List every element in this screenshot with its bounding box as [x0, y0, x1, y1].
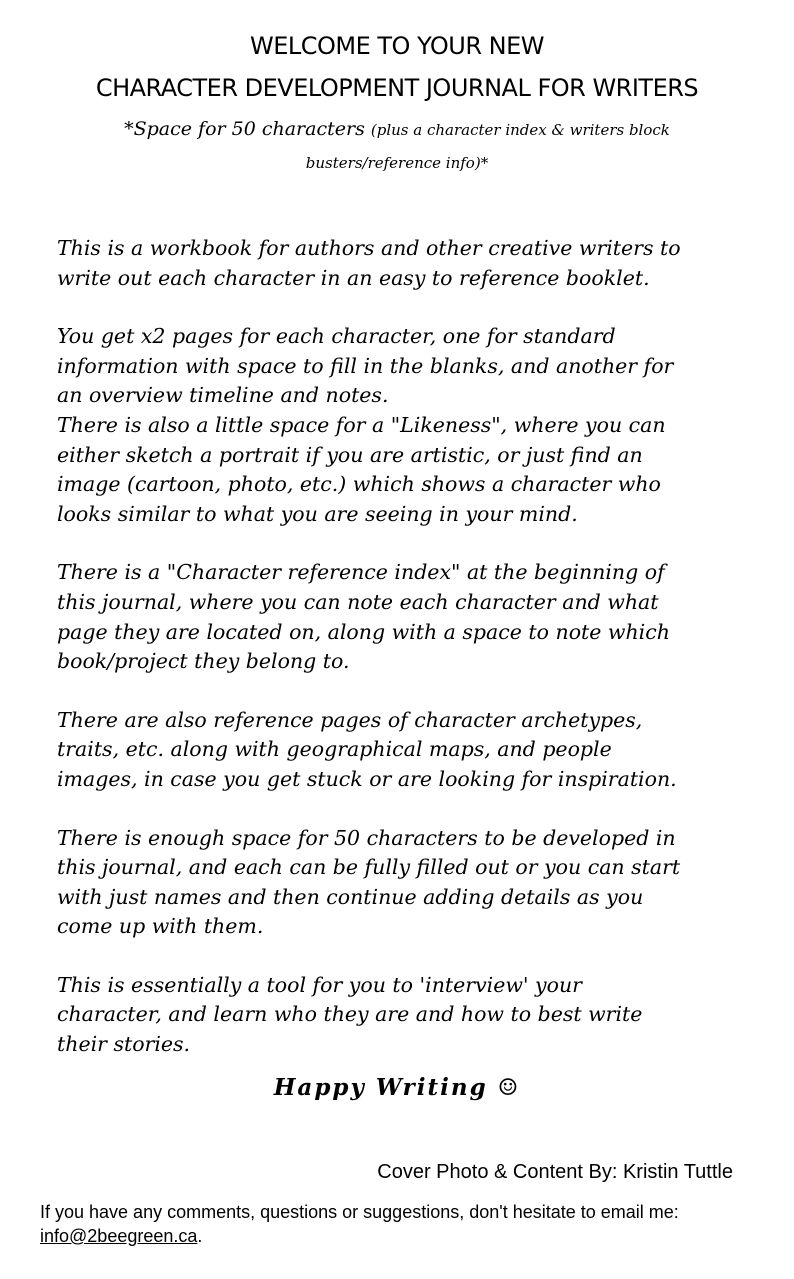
- paragraph-likeness: There is also a little space for a "Likeness", where you can either sketch a portrait if you are artistic, or just find an image (cartoon, photo, etc.) which shows a character who looks similar to what you are seeing in your mind.: [57, 412, 666, 526]
- subtitle-line-2: busters/reference info)*: [305, 154, 489, 172]
- closing-greeting: Happy Writing ☺: [273, 1074, 521, 1101]
- body-text: [57, 234, 757, 1089]
- paragraph-reference: There are also reference pages of character archetypes, traits, etc. along with geographical maps, and people images, in case you get stuck or are looking for inspiration.: [57, 707, 677, 791]
- footer-contact: [40, 1200, 780, 1248]
- paragraph-index: There is a "Character reference index" at the beginning of this journal, where you can note each character and what page they are located on, along with a space to note which book/project they belong to.: [57, 560, 670, 674]
- subtitle-line-1: [0, 111, 794, 148]
- page-title-line-2: CHARACTER DEVELOPMENT JOURNAL FOR WRITERS: [95, 74, 699, 102]
- subtitle-small: (plus a character index & writers block: [370, 121, 670, 139]
- paragraph-intro: This is a workbook for authors and other creative writers to write out each character in an easy to reference booklet.: [57, 236, 681, 290]
- paragraph-pages: You get x2 pages for each character, one for standard information with space to fill in the blanks, and another for an overview timeline and notes.: [57, 324, 674, 408]
- footer-text: If you have any comments, questions or suggestions, don't hesitate to email me:: [40, 1202, 679, 1222]
- page-title-line-1: WELCOME TO YOUR NEW: [249, 32, 545, 60]
- credit-line: Cover Photo & Content By: Kristin Tuttle: [377, 1161, 733, 1183]
- email-link[interactable]: info@2beegreen.ca: [40, 1226, 198, 1246]
- footer-trail: .: [197, 1226, 203, 1246]
- paragraph-interview: This is essentially a tool for you to 'interview' your character, and learn who they are and how to best write their stories.: [57, 972, 643, 1057]
- paragraph-capacity: There is enough space for 50 characters to be developed in this journal, and each can be fully filled out or you can start with just names and then continue adding details as you come up with them.: [57, 825, 681, 939]
- subtitle-main: *Space for 50 characters: [124, 118, 365, 140]
